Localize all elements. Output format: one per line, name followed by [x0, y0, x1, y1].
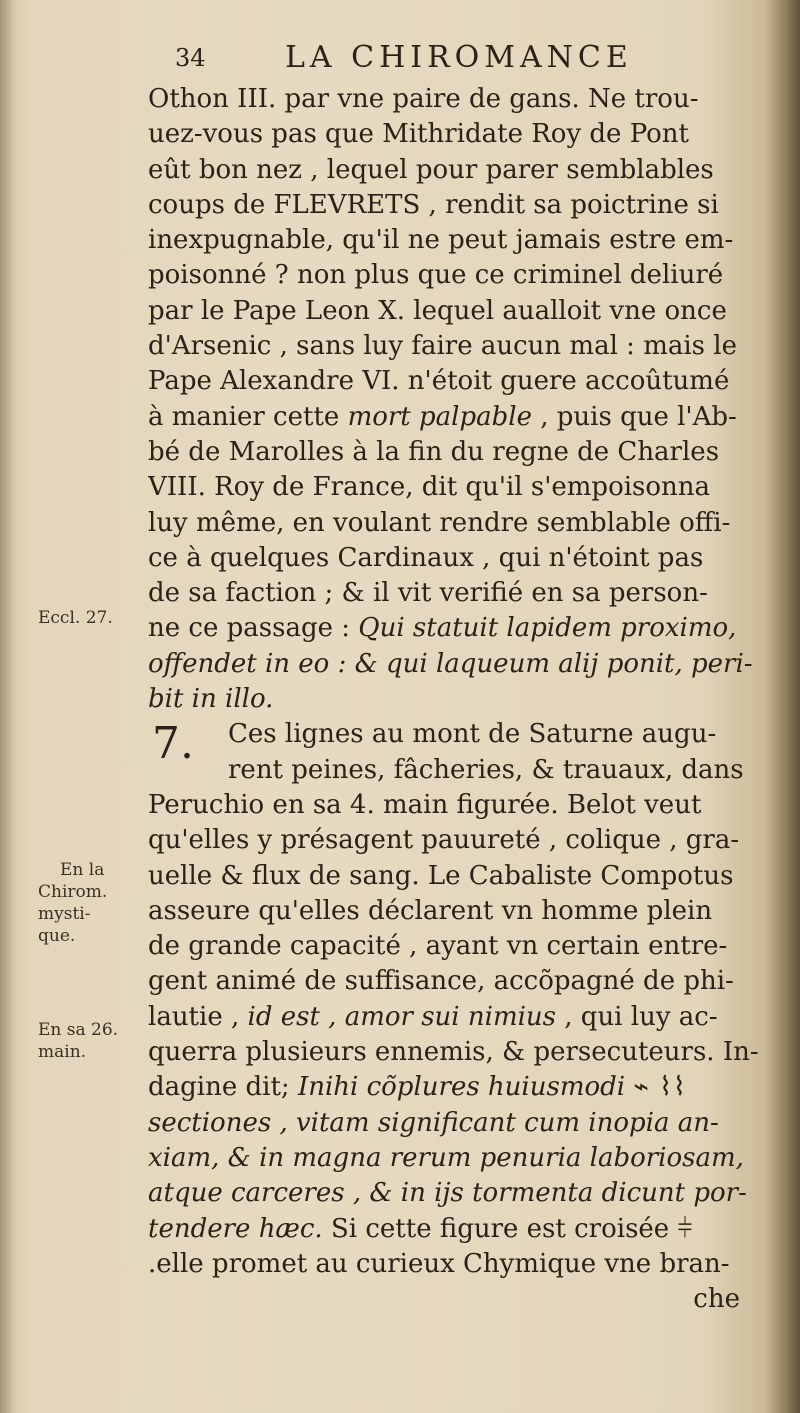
text-line: de grande capacité , ayant vn certain entre- [148, 931, 728, 962]
palm-line-signs: ⌁ ⌇⌇ [633, 1072, 687, 1103]
latin-quote: id est , amor sui nimius [247, 1001, 556, 1032]
text-line [148, 682, 768, 717]
text-line: de sa faction ; & il vit verifié en sa person- [148, 578, 708, 609]
text-line [148, 1106, 768, 1141]
text-line: eût bon nez , lequel pour parer semblables [148, 154, 714, 185]
text-line [148, 1212, 768, 1247]
text-line [148, 647, 768, 682]
margin-note-eccl: Eccl. 27. [38, 608, 113, 628]
text-run: , qui luy ac- [556, 1001, 718, 1032]
text-run: dagine dit; [148, 1072, 298, 1103]
page-number: 34 [175, 44, 206, 72]
margin-note-main-2: main. [38, 1042, 87, 1062]
text-line: uez-vous pas que Mithridate Roy de Pont [148, 119, 689, 150]
text-run: Si cette figure est croisée [322, 1213, 670, 1244]
text-line: bé de Marolles à la fin du regne de Charles [148, 436, 720, 467]
latin-quote: atque carceres , & in ijs tormenta dicunt por- [148, 1178, 747, 1209]
section-number: 7. [152, 718, 194, 769]
text-line: gent animé de suffisance, accõpagné de phi- [148, 966, 734, 997]
spine-shadow [764, 0, 800, 1413]
text-line: uelle & flux de sang. Le Cabaliste Compotus [148, 860, 734, 891]
text-line: querra plusieurs ennemis, & persecuteurs. In- [148, 1037, 759, 1068]
text-line: inexpugnable, qu'il ne peut jamais estre em- [148, 225, 734, 256]
body-text [148, 82, 768, 1317]
margin-note-main-1: En sa 26. [38, 1020, 119, 1040]
margin-note-chirom-2: Chirom. [38, 882, 108, 902]
italic-phrase: mort palpable [347, 401, 532, 432]
text-line: .elle promet au curieux Chymique vne bran- [148, 1248, 730, 1279]
text-line [148, 1000, 768, 1035]
margin-note-chirom-1: En la [60, 860, 105, 880]
text-line: Othon III. par vne paire de gans. Ne trou- [148, 84, 699, 114]
latin-quote: xiam, & in magna rerum penuria laboriosam, [148, 1142, 744, 1173]
catchword: che [693, 1284, 740, 1315]
text-line: ce à quelques Cardinaux , qui n'étoint pas [148, 542, 704, 573]
latin-quote: Qui statuit lapidem proximo, [358, 613, 737, 644]
text-run: à manier cette [148, 401, 348, 432]
text-line: qu'elles y présagent pauureté , colique , gra- [148, 825, 740, 856]
margin-note-chirom-4: que. [38, 926, 76, 946]
margin-note-chirom-3: mysti- [38, 904, 91, 924]
text-line [148, 400, 768, 435]
latin-quote: bit in illo. [148, 684, 274, 715]
text-line: Peruchio en sa 4. main figurée. Belot veut [148, 789, 702, 820]
text-line: par le Pape Leon X. lequel aualloit vne once [148, 295, 727, 326]
text-line: luy même, en voulant rendre semblable offi- [148, 507, 731, 538]
text-line: poisonné ? non plus que ce criminel deliuré [148, 260, 724, 291]
text-run: lautie , [148, 1001, 248, 1032]
text-line: VIII. Roy de France, dit qu'il s'empoisonna [148, 472, 711, 503]
latin-quote: offendet in eo : & qui laqueum alij ponit, peri- [148, 648, 753, 679]
text-line: Ces lignes au mont de Saturne augu- [228, 719, 717, 750]
text-line [148, 1176, 768, 1211]
latin-quote: sectiones , vitam significant cum inopia an- [148, 1107, 719, 1138]
latin-quote: tendere hæc. [148, 1213, 323, 1244]
text-line: d'Arsenic , sans luy faire aucun mal : mais le [148, 331, 737, 362]
running-header [175, 40, 735, 80]
text-line [148, 1070, 768, 1105]
page-edge-shadow [0, 0, 14, 1413]
text-run: , puis que l'Ab- [531, 401, 737, 432]
text-line: Pape Alexandre VI. n'étoit guere accoûtumé [148, 366, 730, 397]
text-line: coups de FLEVRETS , rendit sa poictrine si [148, 189, 719, 220]
text-run: ne ce passage : [148, 613, 359, 644]
text-line: rent peines, fâcheries, & trauaux, dans [228, 754, 744, 785]
text-line: asseure qu'elles déclarent vn homme plein [148, 895, 713, 926]
cross-sign: ⫩ [677, 1213, 693, 1244]
text-line [148, 611, 768, 646]
running-title: LA CHIROMANCE [285, 40, 633, 75]
latin-quote: Inihi cõplures huiusmodi [297, 1072, 626, 1103]
text-line [148, 1141, 768, 1176]
